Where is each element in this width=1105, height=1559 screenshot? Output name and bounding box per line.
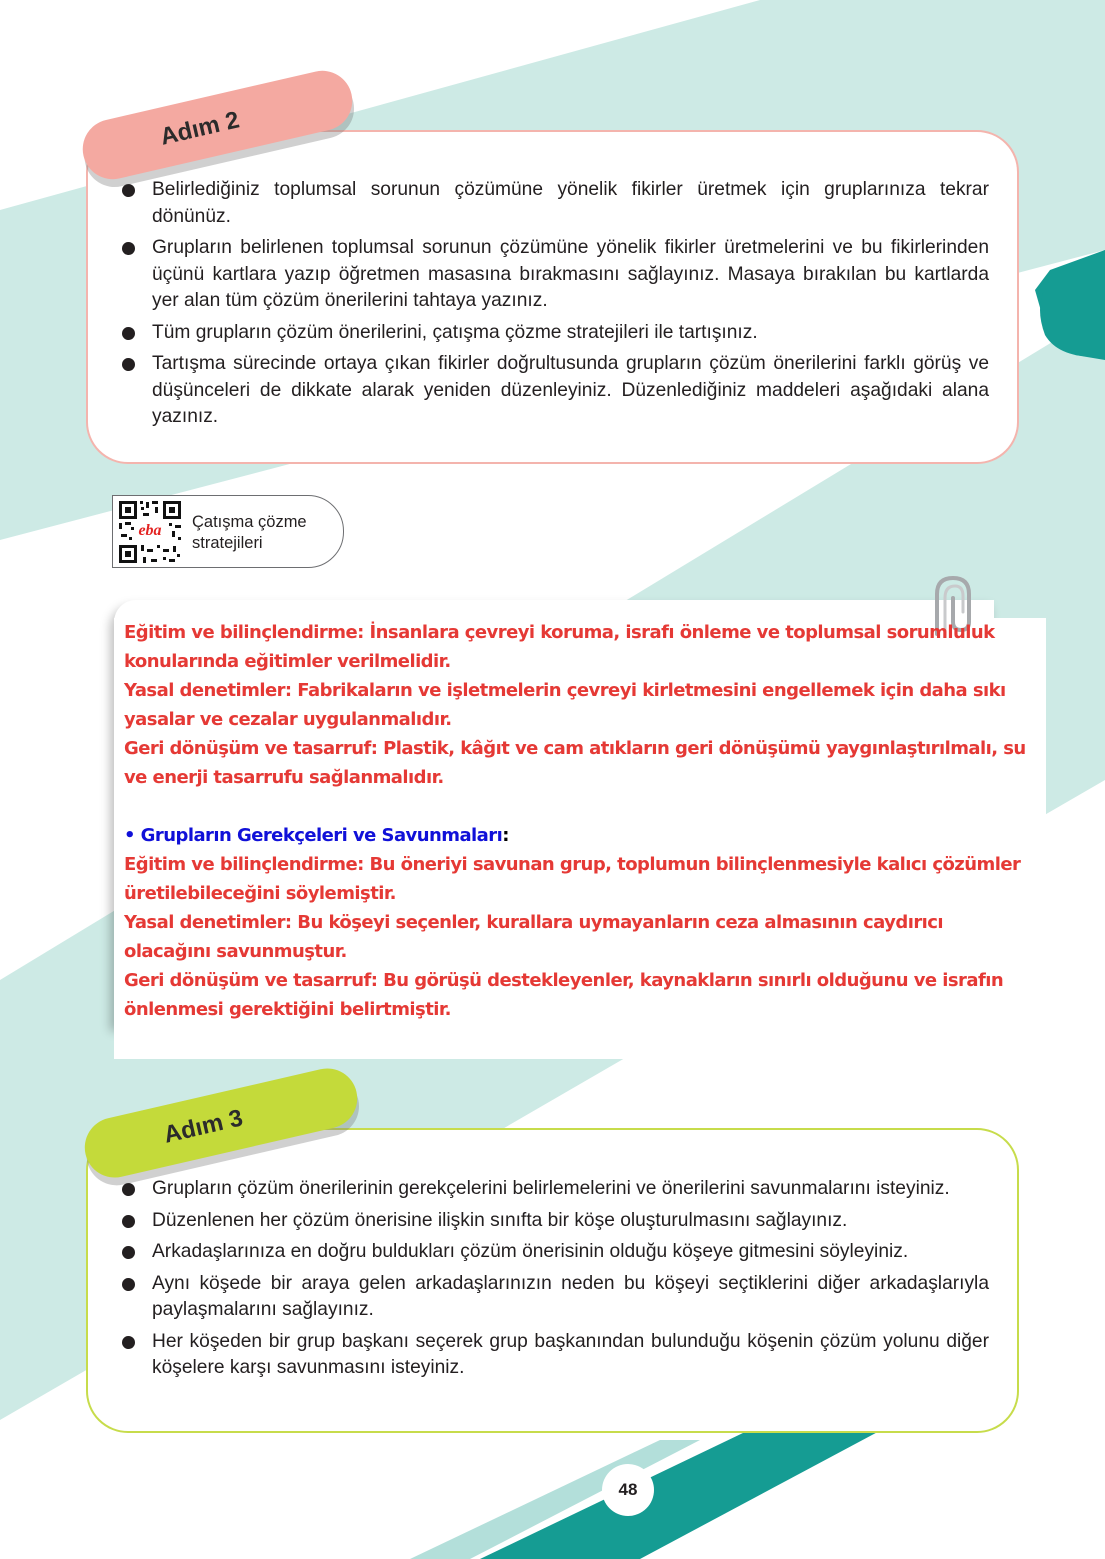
list-item: Grupların belirlenen toplumsal sorunun çözümüne yönelik fikirler üretmelerini ve bu fikirlerinden üçünü kartlara yazıp öğretmen masasına bırakmasını sağlayınız. Masaya bırakılan bu kartlarda yer alan tüm çözüm önerilerini tahtaya yazınız. <box>116 235 989 315</box>
answer-line: Yasal denetimler: Fabrikaların ve işletmelerin çevreyi kirletmesini engellemek için daha sıkı yasalar ve cezalar uygulanmalıdır. <box>124 680 1006 730</box>
answer-line: Geri dönüşüm ve tasarruf: Bu görüşü destekleyenler, kaynakların sınırlı olduğunu ve israfın önlenmesi gerektiğini belirtmiştir. <box>124 970 1004 1020</box>
bullet-icon <box>122 1215 135 1228</box>
list-item: Tüm grupların çözüm önerilerini, çatışma çözme stratejileri ile tartışınız. <box>116 320 989 347</box>
bullet-icon <box>122 358 135 371</box>
step-3-title: Adım 3 <box>161 1104 246 1149</box>
eba-logo: eba <box>134 521 166 541</box>
step-3-instructions <box>86 1128 1019 1433</box>
answer-line: Geri dönüşüm ve tasarruf: Plastik, kâğıt ve cam atıkların geri dönüşümü yaygınlaştırılmalı, su ve enerji tasarrufu sağlanmalıdır. <box>124 738 1026 788</box>
page-number: 48 <box>602 1464 654 1516</box>
answer-heading: • Grupların Gerekçeleri ve Savunmaları: <box>124 825 509 846</box>
bullet-icon <box>122 1246 135 1259</box>
qr-code-icon[interactable] <box>117 499 183 565</box>
list-item: Tartışma sürecinde ortaya çıkan fikirler doğrultusunda grupların çözüm önerilerini farklı görüş ve düşünceleri de dikkate alarak yeniden düzenleyiniz. Düzenlediğiniz maddeleri aşağıdaki alana yazınız. <box>116 351 989 431</box>
answer-line: Eğitim ve bilinçlendirme: İnsanlara çevreyi koruma, israfı önleme ve toplumsal sorumluluk konularında eğitimler verilmelidir. <box>124 622 995 672</box>
list-item: Her köşeden bir grup başkanı seçerek grup başkanından bulunduğu köşenin çözüm yolunu diğer köşelere karşı savunmasını isteyiniz. <box>116 1329 989 1382</box>
qr-resource-card[interactable] <box>112 495 344 568</box>
answer-line: Eğitim ve bilinçlendirme: Bu öneriyi savunan grup, toplumun bilinçlenmesiyle kalıcı çözümler üretilebileceğini söylemiştir. <box>124 854 1021 904</box>
qr-card-label: Çatışma çözme stratejileri <box>192 513 307 552</box>
step-2-title: Adım 2 <box>157 106 242 151</box>
bullet-icon <box>122 242 135 255</box>
bullet-icon <box>122 184 135 197</box>
bullet-icon <box>122 1183 135 1196</box>
step-3-list <box>116 1176 989 1382</box>
bullet-icon <box>122 327 135 340</box>
list-item: Grupların çözüm önerilerinin gerekçelerini belirlemelerini ve önerilerini savunmalarını isteyiniz. <box>116 1176 989 1203</box>
list-item: Düzenlenen her çözüm önerisine ilişkin sınıfta bir köşe oluşturulmasını sağlayınız. <box>116 1208 989 1235</box>
step-2-instructions <box>86 130 1019 464</box>
bullet-icon <box>122 1336 135 1349</box>
answer-text <box>124 618 1034 1024</box>
list-item: Aynı köşede bir araya gelen arkadaşlarınızın neden bu köşeyi seçtiklerini diğer arkadaşlarıyla paylaşmalarını sağlayınız. <box>116 1271 989 1324</box>
list-item: Belirlediğiniz toplumsal sorunun çözümüne yönelik fikirler üretmek için gruplarınıza tekrar dönünüz. <box>116 177 989 230</box>
list-item: Arkadaşlarınıza en doğru buldukları çözüm önerisinin olduğu köşeye gitmesini söyleyiniz. <box>116 1239 989 1266</box>
step-2-list <box>116 177 989 431</box>
answer-line: Yasal denetimler: Bu köşeyi seçenler, kurallara uymayanların ceza almasının caydırıcı olacağını savunmuştur. <box>124 912 944 962</box>
bullet-icon <box>122 1278 135 1291</box>
